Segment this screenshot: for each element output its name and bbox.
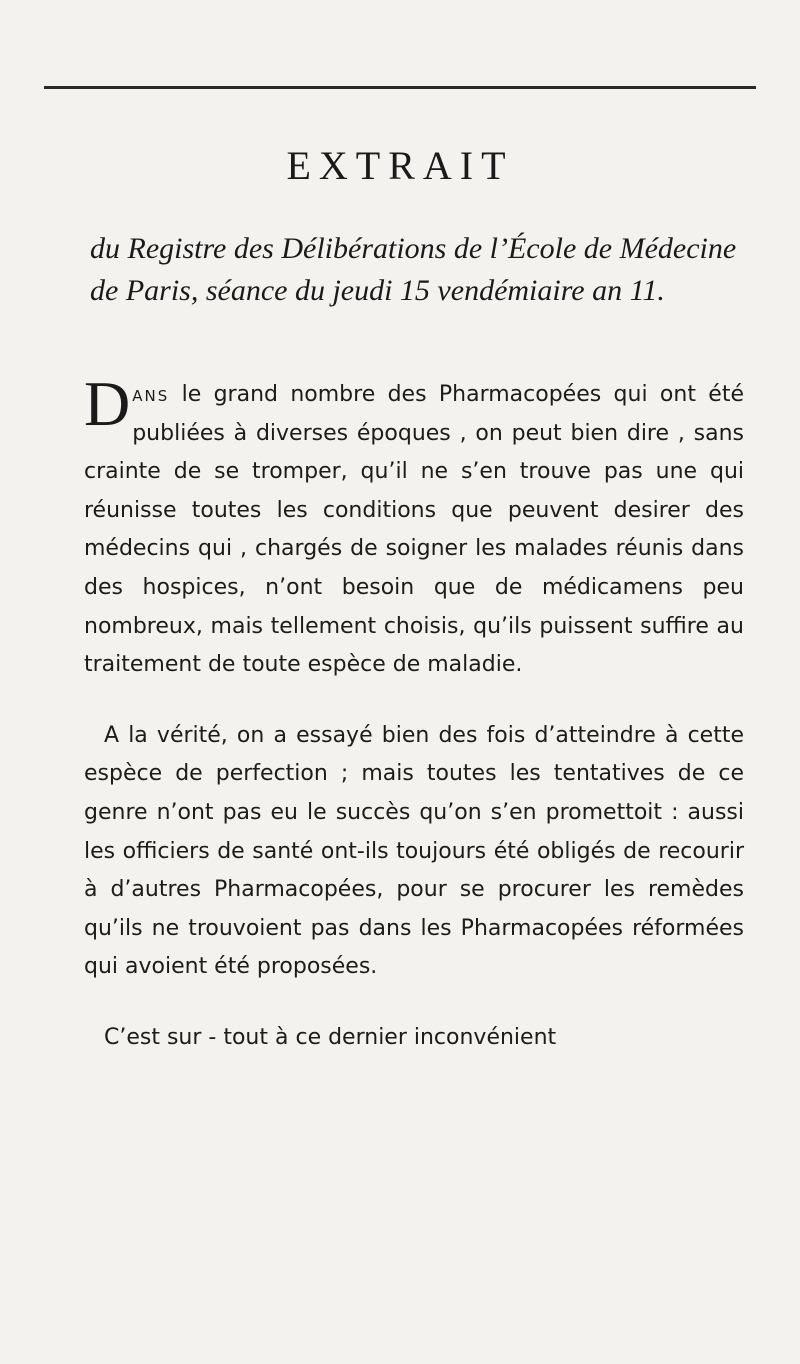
subtitle: du Registre des Délibérations de l’École de Médecine de Paris, séance du jeudi 15 vendémiaire an 11. xyxy=(90,232,737,307)
page-heading: EXTRAIT xyxy=(286,143,514,188)
paragraph-1-lead: ans xyxy=(132,382,170,407)
body-text xyxy=(84,368,744,1090)
paragraph-3: C’est sur - tout à ce dernier inconvénient xyxy=(104,1024,557,1050)
paragraph-1 xyxy=(84,368,744,685)
top-rule xyxy=(44,86,756,89)
paragraph-1-text: le grand nombre des Pharmacopées qui ont été publiées à diverses époques , on peut bien dire , sans crainte de se tromper, qu’il ne s’en trouve pas une qui réunisse toutes les conditions que peuvent desirer des médecins qui , chargés de soigner les malades réunis dans des hospices, n’ont besoin que de médicamens peu nombreux, mais tellement choisis, qu’ils puissent suffire au traitement de toute espèce de maladie. xyxy=(84,382,744,678)
drop-cap: D xyxy=(84,368,131,439)
paragraph-2: A la vérité, on a essayé bien des fois d’atteindre à cette espèce de perfection ; mais toutes les tentatives de ce genre n’ont pas eu le succès qu’on s’en promettoit : aussi les officiers de santé ont-ils toujours été obligés de recourir à d’autres Pharmacopées, pour se procurer les remèdes qu’ils ne trouvoient pas dans les Pharmacopées réformées qui avoient été proposées. xyxy=(84,722,744,980)
